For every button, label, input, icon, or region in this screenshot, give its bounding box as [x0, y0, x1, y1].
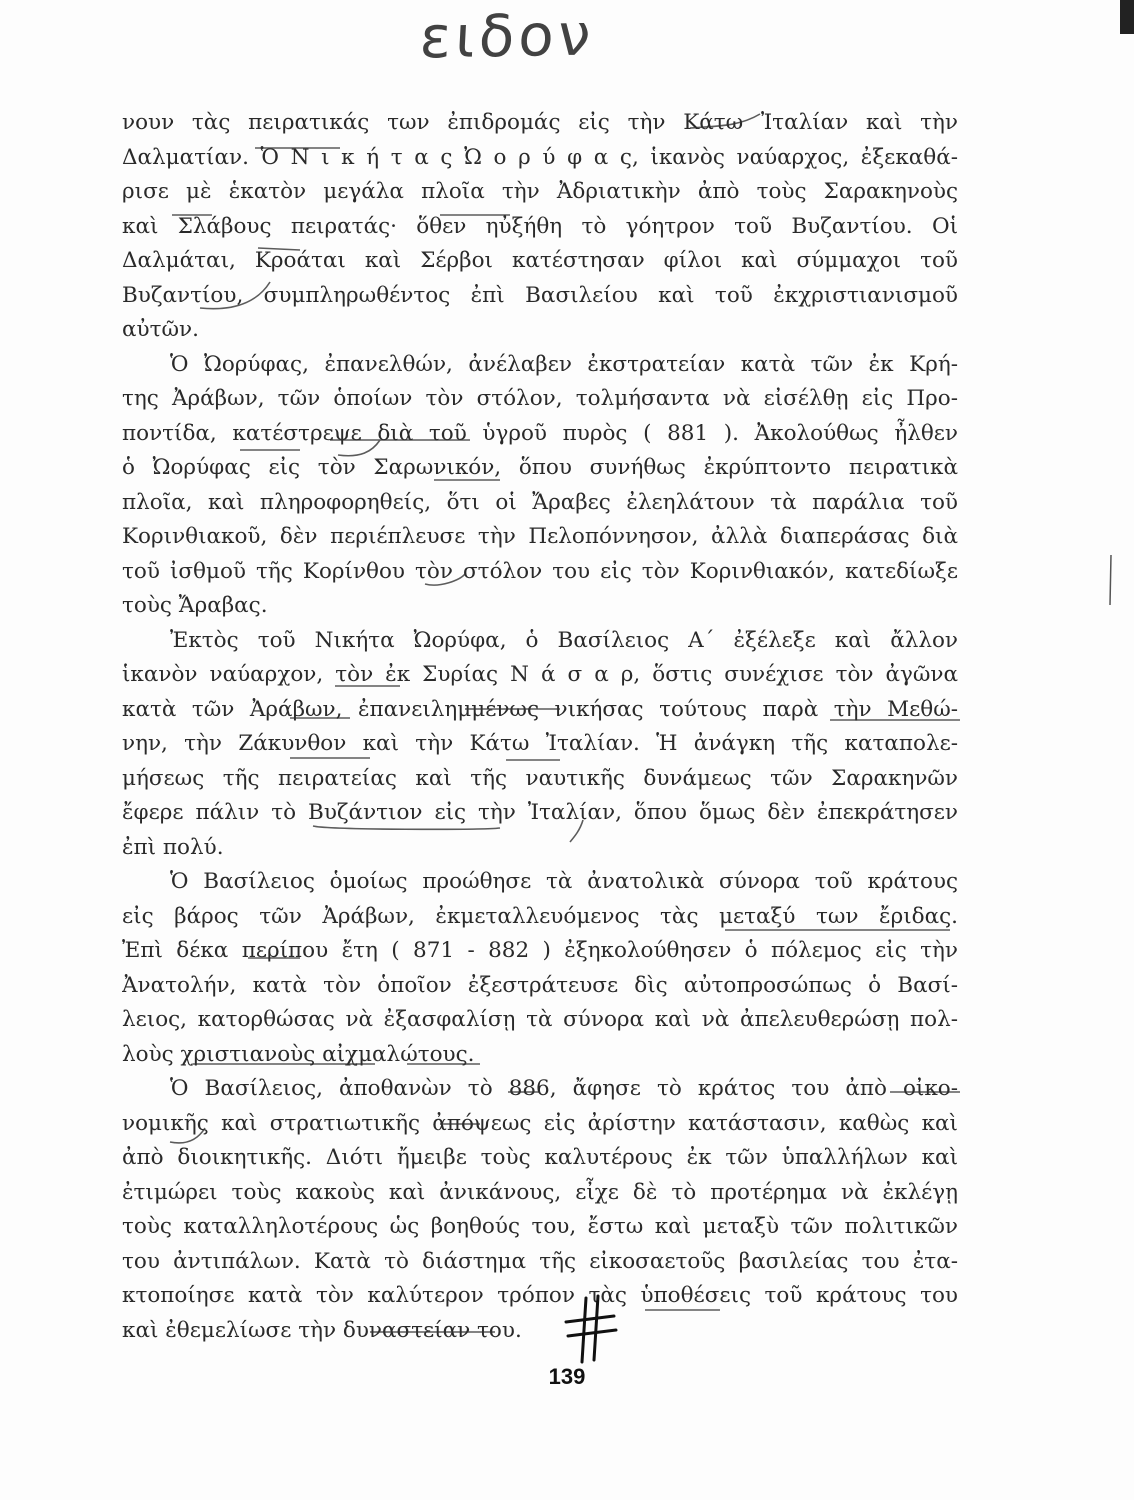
text-line: εἰς βάρος τῶν Ἀράβων, ἐκμεταλλευόμενος τὰς μεταξύ των ἔριδας.: [122, 903, 958, 929]
text-line: νουν τὰς πειρατικάς των ἐπιδρομάς εἰς τὴν Κάτω Ἰταλίαν καὶ τὴν: [122, 110, 958, 135]
text-line: τοῦ ἰσθμοῦ τῆς Κορίνθου τὸν στόλον του εἰς τὸν Κορινθιακόν, κατεδίωξε: [122, 558, 958, 584]
text-line: ἱκανὸν ναύαρχον, τὸν ἐκ Συρίας Ν ά σ α ρ, ὅστις συνέχισε τὸν ἀγῶνα: [122, 662, 958, 687]
text-line: Ἀνατολήν, κατὰ τὸν ὁποῖον ἐξεστράτευσε δὶς αὐτοπροσώπως ὁ Βασί-: [122, 972, 958, 998]
text-line: κατὰ τῶν Ἀράβων, ἐπανειλημμένως νικήσας τούτους παρὰ τὴν Μεθώ-: [122, 696, 958, 722]
text-line: του ἀντιπάλων. Κατὰ τὸ διάστημα τῆς εἰκοσαετοῦς βασιλείας του ἐτα-: [122, 1248, 958, 1274]
text-line: νην, τὴν Ζάκυνθον καὶ τὴν Κάτω Ἰταλίαν. Ἡ ἀνάγκη τῆς καταπολε-: [122, 731, 958, 756]
hash-mark-annotation: [560, 1290, 620, 1370]
corner-scan-mark: [1120, 0, 1134, 34]
text-line: της Ἀράβων, τῶν ὁποίων τὸν στόλον, τολμήσαντα νὰ εἰσέλθῃ εἰς Προ-: [122, 386, 958, 411]
text-line: ὁ Ὠορύφας εἰς τὸν Σαρωνικόν, ὅπου συνήθως ἐκρύπτοντο πειρατικὰ: [122, 455, 958, 480]
text-line: τοὺς Ἄραβας.: [122, 593, 268, 618]
text-line: τοὺς καταλληλοτέρους ὡς βοηθούς του, ἔστω καὶ μεταξὺ τῶν πολιτικῶν: [122, 1214, 958, 1239]
text-line: Ὁ Ὠορύφας, ἐπανελθών, ἀνέλαβεν ἐκστρατείαν κατὰ τῶν ἐκ Κρή-: [170, 351, 958, 377]
text-line: Ὁ Βασίλειος, ἀποθανὼν τὸ 886, ἄφησε τὸ κράτος του ἀπὸ οἰκο-: [170, 1076, 958, 1101]
margin-mark: [1108, 555, 1114, 605]
text-line: Δαλματίαν. Ὁ Ν ι κ ή τ α ς Ὠ ο ρ ύ φ α ς, ἱκανὸς ναύαρχος, ἐξεκαθά-: [122, 144, 958, 170]
text-line: μήσεως τῆς πειρατείας καὶ τῆς ναυτικῆς δυνάμεως τῶν Σαρακηνῶν: [122, 765, 958, 791]
text-line: λοὺς χριστιανοὺς αἰχμαλώτους.: [122, 1041, 475, 1067]
text-line: Δαλμάται, Κροάται καὶ Σέρβοι κατέστησαν φίλοι καὶ σύμμαχοι τοῦ: [122, 248, 958, 273]
text-line: Βυζαντίου, συμπληρωθέντος ἐπὶ Βασιλείου καὶ τοῦ ἐκχριστιανισμοῦ: [122, 282, 958, 308]
text-line: πλοῖα, καὶ πληροφορηθείς, ὅτι οἱ Ἄραβες ἐλεηλάτουν τὰ παράλια τοῦ: [122, 489, 958, 515]
text-line: Κορινθιακοῦ, δὲν περιέπλευσε τὴν Πελοπόννησον, ἀλλὰ διαπεράσας διὰ: [122, 524, 958, 549]
text-line: ἐτιμώρει τοὺς κακοὺς καὶ ἀνικάνους, εἶχε δὲ τὸ προτέρημα νὰ ἐκλέγῃ: [122, 1179, 958, 1205]
text-line: Ἐπὶ δέκα περίπου ἔτη ( 871 - 882 ) ἐξηκολούθησεν ὁ πόλεμος εἰς τὴν: [122, 938, 958, 963]
text-line: κτοποίησε κατὰ τὸν καλύτερον τρόπον τὰς ὑποθέσεις τοῦ κράτους του: [122, 1283, 958, 1308]
text-line: ἀπὸ διοικητικῆς. Διότι ἤμειβε τοὺς καλυτέρους ἐκ τῶν ὑπαλλήλων καὶ: [122, 1145, 958, 1170]
handwritten-note: ειδον: [418, 0, 597, 72]
text-line: λειος, κατορθώσας νὰ ἐξασφαλίσῃ τὰ σύνορα καὶ νὰ ἀπελευθερώσῃ πολ-: [122, 1007, 958, 1032]
text-line: ρισε μὲ ἑκατὸν μεγάλα πλοῖα τὴν Ἀδριατικὴν ἀπὸ τοὺς Σαρακηνοὺς: [122, 179, 958, 204]
text-line: Ἐκτὸς τοῦ Νικήτα Ὠορύφα, ὁ Βασίλειος Α΄ ἐξέλεξε καὶ ἄλλον: [170, 627, 958, 653]
text-line: καὶ ἐθεμελίωσε τὴν δυναστείαν του.: [122, 1317, 522, 1343]
text-line: ποντίδα, κατέστρεψε διὰ τοῦ ὑγροῦ πυρὸς ( 881 ). Ἀκολούθως ἦλθεν: [122, 420, 958, 446]
text-line: καὶ Σλάβους πειρατάς· ὅθεν ηὐξήθη τὸ γόητρον τοῦ Βυζαντίου. Οἱ: [122, 213, 958, 239]
body-text: [122, 106, 958, 1348]
text-line: αὐτῶν.: [122, 317, 199, 342]
text-line: ἔφερε πάλιν τὸ Βυζάντιον εἰς τὴν Ἰταλίαν, ὅπου ὅμως δὲν ἐπεκράτησεν: [122, 800, 958, 825]
text-line: ἐπὶ πολύ.: [122, 834, 224, 860]
text-line: νομικῆς καὶ στρατιωτικῆς ἀπόψεως εἰς ἀρίστην κατάστασιν, καθὼς καὶ: [122, 1110, 958, 1136]
text-line: Ὁ Βασίλειος ὁμοίως προώθησε τὰ ἀνατολικὰ σύνορα τοῦ κράτους: [170, 869, 958, 894]
page-number: 139: [548, 1364, 586, 1389]
